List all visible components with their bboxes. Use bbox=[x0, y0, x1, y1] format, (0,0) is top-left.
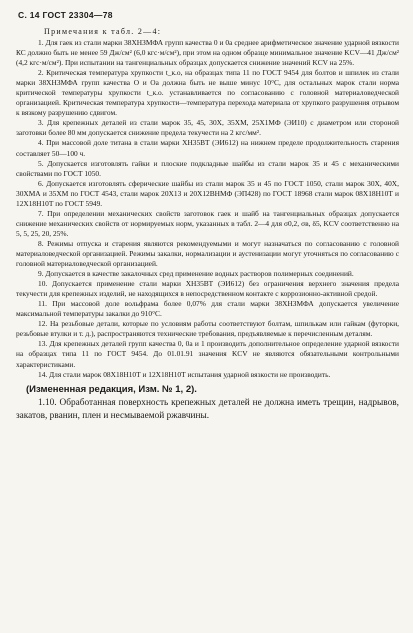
page-header: С. 14 ГОСТ 23304—78 bbox=[18, 10, 113, 20]
note-10: 10. Допускается применение стали марки ХН35ВТ (ЭИ612) без ограничения верхнего значения предела текучести для крепежных изделий, не находящихся в непосредственном контакте с коррозионно-активной средой. bbox=[16, 279, 399, 299]
notes-list bbox=[16, 38, 399, 380]
note-4: 4. При массовой доле титана в стали марки ХН35ВТ (ЭИ612) на нижнем пределе продолжительность старения составляет 50—100 ч. bbox=[16, 138, 399, 158]
note-6: 6. Допускается изготовлять сферические шайбы из стали марок 35 и 45 по ГОСТ 1050, стали марок 30Х, 40Х, 30ХМА и 35ХМ по ГОСТ 4543, стали марок 20Х13 и 20Х12ВНМФ (ЭП428) по ГОСТ 18968 стали марок 08Х18Н10Т и 12Х18Н10Т по ГОСТ 5949. bbox=[16, 178, 399, 208]
note-3: 3. Для крепежных деталей из стали марок 35, 45, 30Х, 35ХМ, 25Х1МФ (ЭИ10) с диаметром или стороной заготовки более 80 мм допускается снижение предела текучести на 2 кгс/мм². bbox=[16, 118, 399, 138]
note-5: 5. Допускается изготовлять гайки и плоские подкладные шайбы из стали марок 35 и 45 с механическими свойствами по ГОСТ 1050. bbox=[16, 158, 399, 178]
note-11: 11. При массовой доле вольфрама более 0,07% для стали марки 38ХНЗМФА допускается увеличение максимальной температуры закалки до 910°С. bbox=[16, 299, 399, 319]
note-2: 2. Критическая температура хрупкости t_к.о, на образцах типа 11 по ГОСТ 9454 для болтов и шпилек из стали марки 38ХНЗМФА групп качества О и Оа должна быть не выше минус 10°С, для остальных марок стали норма критической температуры хрупкости t_к.о. устанавливается по согласованию с головной материаловедческой организацией. Критическая температура хрупкости—температура перехода материала от хрупкого разрушения отрывом к вязкому разрушению сдвигом. bbox=[16, 68, 399, 118]
note-1: 1. Для гаек из стали марки 38ХНЗМФА групп качества 0 и 0а среднее арифметическое значение ударной вязкости КС должно быть не менее 59 Дж/см² (6,0 кгс·м/см²), при этом на одном образце минимальное значение KCV—41 Дж/см² (4,2 кгс·м/см²). При испытании на тангенциальных образцах допускается снижение значений KCV на 25%. bbox=[16, 38, 399, 68]
note-8: 8. Режимы отпуска и старения являются рекомендуемыми и могут назначаться по согласованию с головной материаловедческой организацией. Режимы закалки, нормализации и аустенизации могут уточняться по согласованию с головной материаловедческой организацией. bbox=[16, 238, 399, 269]
note-7: 7. При определении механических свойств заготовок гаек и шайб на тангенциальных образцах допускается снижение механических свойств от нормируемых норм, указанных в табл. 2—4 для σ0,2, σв, δ5, KCV соответственно на 5, 5, 25, 20, 25%. bbox=[16, 208, 399, 238]
note-12: 12. На резьбовые детали, которые по условиям работы соответствуют болтам, шпилькам или гайкам (футорки, резьбовые втулки и т. д.), распространяются технические требования, предъявляемые к перечисленным деталям. bbox=[16, 319, 399, 339]
note-13: 13. Для крепежных деталей групп качества 0, 0а и 1 производить дополнительное определение ударной вязкости на образцах типа 11 по ГОСТ 9454. До 01.01.91 значения KCV не являются обязательными контрольными характеристиками. bbox=[16, 339, 399, 369]
note-9: 9. Допускается в качестве закалочных сред применение водных растворов полимерных соединений. bbox=[38, 269, 354, 279]
notes-title: Примечания к табл. 2—4: bbox=[44, 27, 162, 36]
note-14: 14. Для стали марок 08Х18Н10Т и 12Х18Н10Т испытания ударной вязкости не производить. bbox=[38, 369, 331, 379]
edition-note: (Измененная редакция, Изм. № 1, 2). bbox=[26, 383, 197, 395]
clause-1-10: 1.10. Обработанная поверхность крепежных деталей не должна иметь трещин, надрывов, закатов, рванин, плен и несмываемой ржавчины. bbox=[16, 397, 399, 422]
